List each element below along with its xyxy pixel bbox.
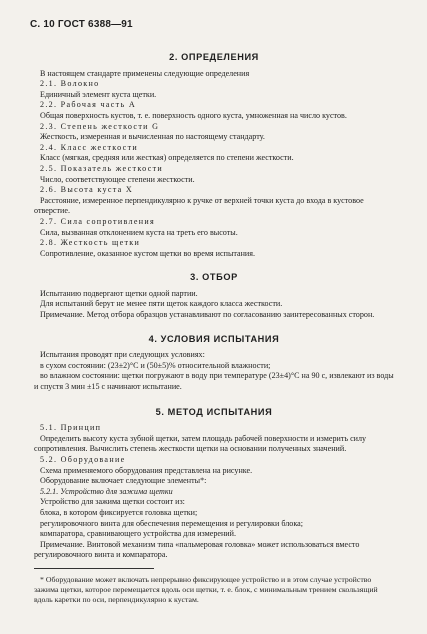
paragraph: во влажном состоянии: щетки погружают в воду при температуре (23±4)°С на 90 с, извлекают из воды и спустя 3 мин ±15 с начинают испытание. [34, 371, 394, 392]
paragraph: Определить высоту куста зубной щетки, затем площадь рабочей поверхности и измерить силу сопротивления. Вычислить степень жесткости щетки на основании полученных значений. [34, 433, 367, 454]
section-title-test-method: 5. МЕТОД ИСПЫТАНИЯ [155, 406, 273, 417]
term-heading: 5.2. Оборудование [40, 455, 126, 464]
paragraph: в сухом состоянии: (23±2)°С и (50±5)% относительной влажности; [40, 360, 271, 370]
paragraph: Расстояние, измеренное перпендикулярно к ручке от верхней точки куста до входа в кустовое отверстие. [34, 195, 364, 216]
term-heading: 2.2. Рабочая часть А [40, 100, 136, 110]
paragraph: Общая поверхность кустов, т. е. поверхность одного куста, умноженная на число кустов. [40, 110, 347, 120]
list-item: блока, в котором фиксируется головка щетки; [40, 507, 198, 517]
paragraph: В настоящем стандарте применены следующие определения [40, 68, 250, 78]
footnote: * Оборудование может включать непрерывно фиксирующее устройство и в этом случае устройство зажима щетки, которое перемещается вдоль оси щетки, т. е. блок, с минимальным трением скользящий вдоль каретки по оси, перпендикулярно к кустам. [34, 574, 378, 604]
note: Примечание. Метод отбора образцов устанавливают по согласованию заинтересованных сторон. [40, 310, 375, 320]
paragraph: Испытанию подвергают щетки одной партии. [40, 288, 198, 298]
paragraph: Испытания проводят при следующих условиях: [40, 350, 205, 360]
paragraph: Единичный элемент куста щетки. [40, 89, 157, 99]
page-header: С. 10 ГОСТ 6388—91 [30, 19, 133, 30]
term-heading: 2.6. Высота куста X [40, 185, 134, 195]
term-heading: 2.1. Волокно [40, 79, 100, 89]
term-heading: 2.8. Жесткость щетки [40, 238, 141, 248]
paragraph: Сила, вызванная отклонением куста на треть его высоты. [40, 227, 238, 237]
term-heading: 2.7. Сила сопротивления [40, 216, 156, 226]
term-heading: 2.5. Показатель жесткости [40, 163, 164, 173]
paragraph: Сопротивление, оказанное кустом щетки во время испытания. [40, 248, 256, 258]
page-content [34, 52, 394, 605]
paragraph: Для испытаний берут не менее пяти щеток каждого класса жесткости. [40, 299, 283, 309]
list-item: компаратора, сравнивающего устройства для измерений. [40, 529, 236, 539]
footnote-divider [34, 568, 154, 569]
paragraph: Жесткость, измеренная и вычисленная по настоящему стандарту. [40, 132, 265, 142]
term-heading: 2.4. Класс жесткости [40, 142, 139, 152]
note: Примечание. Винтовой механизм типа «пальмеровая головка» может использоваться вместо регулировочного винта и компаратора. [34, 539, 360, 560]
subsection-heading: 5.2.1. Устройство для зажима щетки [40, 486, 173, 496]
paragraph: Оборудование включает следующие элементы*: [40, 476, 207, 486]
section-title-definitions: 2. ОПРЕДЕЛЕНИЯ [169, 52, 259, 62]
paragraph: Число, соответствующее степени жесткости. [40, 174, 195, 184]
section-title-sampling: 3. ОТБОР [190, 272, 238, 283]
term-heading: 2.3. Степень жесткости G [40, 121, 160, 131]
paragraph: Схема применяемого оборудования представлена на рисунке. [40, 465, 253, 475]
list-item: регулировочного винта для обеспечения перемещения и регулировки блока; [40, 518, 303, 528]
paragraph: Устройство для зажима щетки состоит из: [40, 497, 185, 507]
term-heading: 5.1. Принцип [40, 423, 102, 433]
section-title-test-conditions: 4. УСЛОВИЯ ИСПЫТАНИЯ [148, 333, 280, 344]
paragraph: Класс (мягкая, средняя или жесткая) определяется по степени жесткости. [40, 153, 294, 163]
